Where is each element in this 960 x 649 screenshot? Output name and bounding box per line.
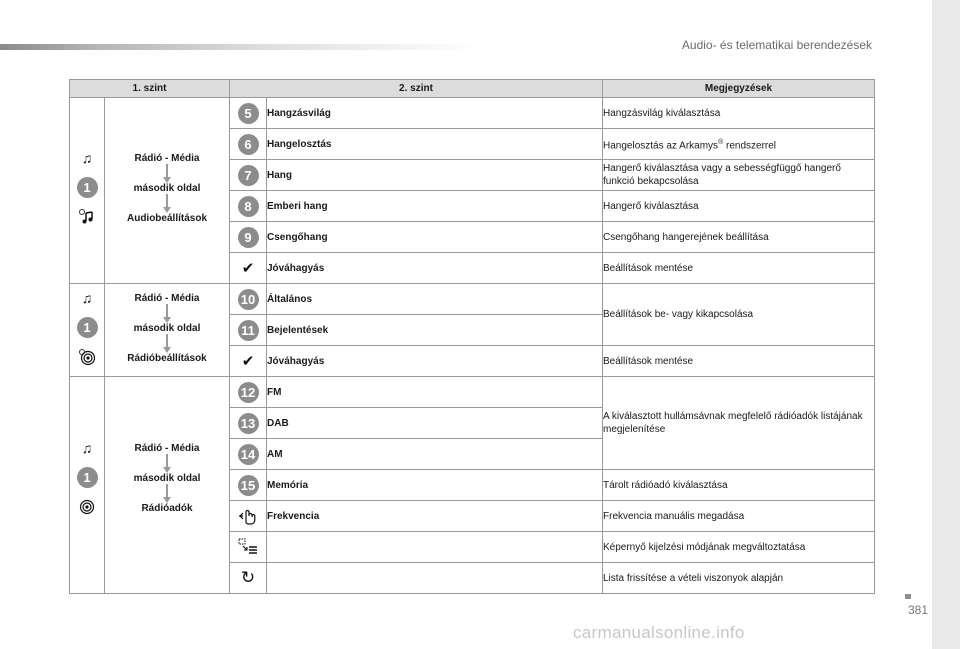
option-label: Bejelentések: [267, 315, 603, 346]
option-label: Általános: [267, 284, 603, 315]
level1-audio-settings: Rádió - Média második oldal Audiobeállítások: [105, 98, 230, 284]
option-label: Jóváhagyás: [267, 346, 603, 377]
down-arrow-icon: [163, 304, 171, 323]
step-badge: 7: [238, 165, 259, 186]
option-note: Beállítások be- vagy kikapcsolása: [603, 284, 875, 346]
down-arrow-icon: [163, 334, 171, 353]
step-badge: 14: [238, 444, 259, 465]
page-header-title: Audio- és telematikai berendezések: [681, 38, 872, 52]
group-icons-cell: [70, 98, 105, 284]
option-label: Emberi hang: [267, 191, 603, 222]
table-row: [70, 377, 875, 408]
option-note: Beállítások mentése: [603, 346, 875, 377]
option-note: Lista frissítése a vételi viszonyok alapján: [603, 563, 875, 594]
level1-radio-settings: Rádió - Média második oldal Rádióbeállítások: [105, 284, 230, 377]
option-label: DAB: [267, 408, 603, 439]
step-badge: 10: [238, 289, 259, 310]
level1-radio-stations: Rádió - Média második oldal Rádióadók: [105, 377, 230, 594]
option-note: Beállítások mentése: [603, 253, 875, 284]
radio-settings-icon: [78, 348, 96, 366]
column-header-level1: 1. szint: [70, 80, 230, 98]
step-badge: 1: [77, 317, 98, 338]
watermark: carmanualsonline.info: [573, 623, 745, 642]
option-label: [267, 563, 603, 594]
option-label: Hangelosztás: [267, 129, 603, 160]
music-note-icon: ♫: [81, 150, 93, 166]
step-badge: 9: [238, 227, 259, 248]
music-note-icon: ♫: [81, 440, 93, 456]
option-label: Csengőhang: [267, 222, 603, 253]
music-settings-icon: [78, 208, 96, 226]
option-note: Hangelosztás az Arkamys® rendszerrel: [603, 129, 875, 160]
option-label: Hang: [267, 160, 603, 191]
table-row: [70, 98, 875, 129]
group-icons-cell: [70, 284, 105, 377]
down-arrow-icon: [163, 194, 171, 213]
option-note: Csengőhang hangerejének beállítása: [603, 222, 875, 253]
option-note: Képernyő kijelzési módjának megváltoztatása: [603, 532, 875, 563]
column-header-level2: 2. szint: [230, 80, 603, 98]
step-badge: 11: [238, 320, 259, 341]
option-label: Frekvencia: [267, 501, 603, 532]
radio-signal-icon: [78, 498, 96, 516]
check-icon: ✔: [241, 353, 255, 370]
step-badge: 6: [238, 134, 259, 155]
option-label: Memória: [267, 470, 603, 501]
option-note: Tárolt rádióadó kiválasztása: [603, 470, 875, 501]
down-arrow-icon: [163, 484, 171, 503]
check-icon: ✔: [241, 260, 255, 277]
page-marker: [905, 594, 911, 599]
option-note: Frekvencia manuális megadása: [603, 501, 875, 532]
column-header-notes: Megjegyzések: [603, 80, 875, 98]
page-number: 381: [907, 603, 928, 617]
step-badge: 1: [77, 467, 98, 488]
step-badge: 5: [238, 103, 259, 124]
step-badge: 13: [238, 413, 259, 434]
refresh-icon: ↻: [240, 568, 256, 587]
music-note-icon: ♫: [81, 290, 93, 306]
step-badge: 12: [238, 382, 259, 403]
step-badge: 8: [238, 196, 259, 217]
option-label: [267, 532, 603, 563]
option-note: Hangerő kiválasztása: [603, 191, 875, 222]
header-gradient-bar: [0, 44, 480, 50]
option-label: Hangzásvilág: [267, 98, 603, 129]
option-label: AM: [267, 439, 603, 470]
step-badge: 15: [238, 475, 259, 496]
option-note: Hangerő kiválasztása vagy a sebességfüggő hangerő funkció bekapcsolása: [603, 160, 875, 191]
down-arrow-icon: [163, 454, 171, 473]
right-margin-strip: [932, 0, 960, 649]
display-mode-icon: [238, 542, 258, 553]
option-note: Hangzásvilág kiválasztása: [603, 98, 875, 129]
group-icons-cell: [70, 377, 105, 594]
option-note: A kiválasztott hullámsávnak megfelelő rádióadók listájának megjelenítése: [603, 377, 875, 470]
table-row: [70, 284, 875, 315]
step-badge: 1: [77, 177, 98, 198]
option-label: FM: [267, 377, 603, 408]
settings-table: [69, 79, 875, 594]
down-arrow-icon: [163, 164, 171, 183]
option-label: Jóváhagyás: [267, 253, 603, 284]
hand-pointer-icon: [238, 511, 258, 522]
